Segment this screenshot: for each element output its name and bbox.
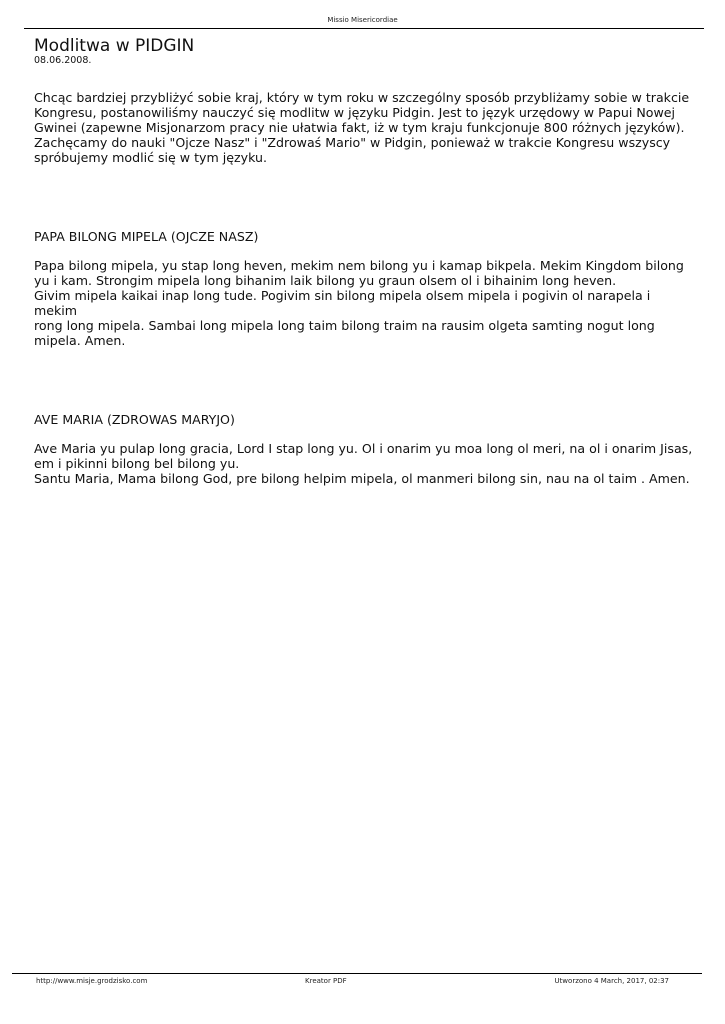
prayer-line: yu i kam. Strongim mipela long bihanim laik bilong yu graun olsem ol i bihainim long heven. [34, 273, 617, 288]
intro-line: Zachęcamy do nauki "Ojcze Nasz" i "Zdrowaś Mario" w Pidgin, ponieważ w trakcie Kongresu wszyscy [34, 135, 671, 150]
footer-divider [12, 973, 702, 974]
prayer-line: mipela. Amen. [34, 333, 126, 348]
article-content [34, 90, 694, 486]
intro-paragraph [34, 90, 694, 165]
site-header: Missio Misericordiae [327, 16, 398, 24]
prayer-line: Givim mipela kaikai inap long tude. Pogivim sin bilong mipela olsem mipela i pogivin ol narapela i mekim [34, 288, 651, 318]
section-heading-ave-maria: AVE MARIA (ZDROWAS MARYJO) [34, 412, 235, 427]
intro-line: Gwinei (zapewne Misjonarzom pracy nie ułatwia fakt, iż w tym kraju funkcjonuje 800 różnych języków). [34, 120, 685, 135]
article-date: 08.06.2008. [34, 55, 92, 66]
prayer-line: em i pikinni bilong bel bilong yu. [34, 456, 240, 471]
footer-url: http://www.misje.grodzisko.com [36, 977, 148, 985]
prayer-line: Ave Maria yu pulap long gracia, Lord I stap long yu. Ol i onarim yu moa long ol meri, na ol i onarim Jisas, [34, 441, 693, 456]
prayer-line: rong long mipela. Sambai long mipela long taim bilong traim na rausim olgeta samting nogut long [34, 318, 655, 333]
footer-creator: Kreator PDF [305, 977, 347, 985]
footer-created-date: Utworzono 4 March, 2017, 02:37 [554, 977, 669, 985]
intro-line: Kongresu, postanowiliśmy nauczyć się modlitw w języku Pidgin. Jest to język urzędowy w Papui Nowej [34, 105, 675, 120]
prayer-text-ave-maria [34, 441, 694, 486]
prayer-line: Papa bilong mipela, yu stap long heven, mekim nem bilong yu i kamap bikpela. Mekim Kingdom bilong [34, 258, 684, 273]
intro-line: spróbujemy modlić się w tym języku. [34, 150, 267, 165]
header-divider [24, 28, 704, 29]
section-heading-ojcze-nasz: PAPA BILONG MIPELA (OJCZE NASZ) [34, 229, 259, 244]
article-title: Modlitwa w PIDGIN [34, 36, 195, 56]
intro-line: Chcąc bardziej przybliżyć sobie kraj, który w tym roku w szczególny sposób przybliżamy sobie w trakcie [34, 90, 690, 105]
prayer-text-ojcze-nasz [34, 258, 694, 348]
prayer-line: Santu Maria, Mama bilong God, pre bilong helpim mipela, ol manmeri bilong sin, nau na ol taim . Amen. [34, 471, 690, 486]
